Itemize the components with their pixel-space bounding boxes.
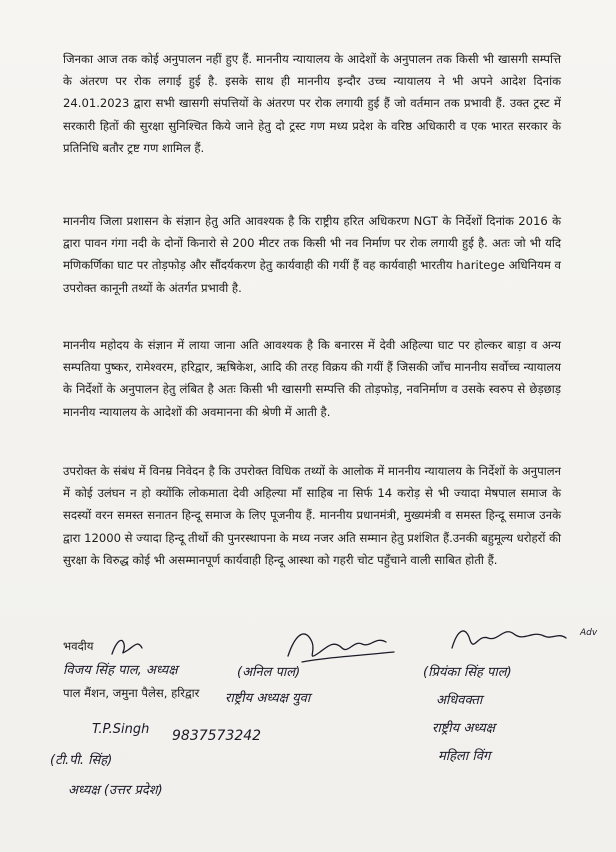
- signatory-2-title: राष्ट्रीय अध्यक्ष युवा: [225, 691, 311, 706]
- signatory-3-role: अधिवक्ता: [436, 693, 483, 708]
- paragraph-2: माननीय जिला प्रशासन के संज्ञान हेतु अति आवश्यक है कि राष्ट्रीय हरित अधिकरण NGT के निर्देशों दिनांक 2016 के द्वारा पावन गंगा नदी के दोनों किनारो से 200 मीटर तक किसी भी नव निर्माण पर रोक लगायी हुई है. अतः जो भी यदि मणिकर्णिका घाट पर तोड़फोड़ और सौंदर्यकरण हेतु कार्यवाही की गयीं हैं वह कार्यवाही भारतीय haritege अधिनियम व उपरोक्त कानूनी तथ्यों के अंतर्गत प्रभावी है.: [63, 214, 561, 295]
- closing-salutation: भवदीय: [63, 639, 94, 653]
- signatory-3-sign-suffix: Adv: [580, 628, 598, 638]
- signatory-4-title: अध्यक्ष (उत्तर प्रदेश): [68, 783, 163, 798]
- signatory-1-name: विजय सिंह पाल, अध्यक्ष: [63, 663, 178, 678]
- paragraph-3: माननीय महोदय के संज्ञान में लाया जाना अति आवश्यक है कि बनारस में देवी अहिल्या घाट पर होल्कर बाड़ा व अन्य सम्पतिया पुष्कर, रामेश्वरम, हरिद्वार, ऋषिकेश, आदि की तरह विक्रय की गयीं हैं जिसकी जाँच माननीय सर्वोच्च न्यायालय के निर्देशों के अनुपालन हेतु लंबित है अतः किसी भी खासगी सम्पत्ति की तोड़फोड़, नवनिर्माण व उसके स्वरुप से छेड़छाड़ माननीय न्यायालय के आदेशों की अवमानना की श्रेणी में आती है.: [63, 338, 561, 419]
- signatory-3-title-1: राष्ट्रीय अध्यक्ष: [432, 721, 495, 736]
- signatory-3-title-2: महिला विंग: [438, 749, 491, 764]
- signatory-3-signature: [448, 620, 578, 660]
- signatory-4-signature: T.P.Singh: [92, 722, 150, 737]
- signatory-4-phone: 9837573242: [172, 728, 262, 744]
- paragraph-1: जिनका आज तक कोई अनुपालन नहीं हुए हैं. माननीय न्यायालय के आदेशों के अनुपालन तक किसी भी खासगी सम्पत्ति के अंतरण पर रोक लगाई हुई है. इसके साथ ही माननीय इन्दौर उच्च न्यायालय ने भी अपने आदेश दिनांक 24.01.2023 द्वारा सभी खासगी संपत्तियों के अंतरण पर रोक लगायी हुई हैं जो वर्तमान तक प्रभावी हैं. उक्त ट्रस्ट में सरकारी हितों की सुरक्षा सुनिश्चित किये जाने हेतु दो ट्रस्ट गण मध्य प्रदेश के वरिष्ठ अधिकारी व एक भारत सरकार के प्रतिनिधि बतौर ट्रष्ट गण शामिल हैं.: [63, 52, 561, 155]
- signatory-4-name: (टी.पी. सिंह): [50, 753, 113, 768]
- initial-signature: [108, 632, 148, 662]
- signatory-3-name: (प्रियंका सिंह पाल): [423, 665, 512, 680]
- paragraph-4: उपरोक्त के संबंध में विनम्र निवेदन है कि उपरोक्त विधिक तथ्यों के आलोक में माननीय न्यायालय के निर्देशों के अनुपालन में कोई उलंघन न हो क्योंकि लोकमाता देवी अहिल्या माँ साहिब ना सिर्फ 14 करोड़ से भी ज्यादा मेषपाल समाज के सदस्यों वरन समस्त सनातन हिन्दू समाज के लिए पूजनीय हैं. माननीय प्रधानमंत्री, मुख्यमंत्री व समस्त हिन्दू समाज उनके द्वारा 12000 से ज्यादा हिन्दू तीर्थो की पुनरस्थापना के मध्य नजर अति सम्मान हेतु प्रशंशित हैं.उनकी बहुमूल्य धरोहरों की सुरक्षा के विरुद्ध कोई भी असम्मानपूर्ण कार्यवाही हिन्दू आस्था को गहरी चोट पहुँचाने वाली साबित होती हैं.: [63, 464, 561, 567]
- signatory-2-name: (अनिल पाल): [237, 665, 301, 680]
- signatory-1-address: पाल मैंशन, जमुना पैलेस, हरिद्वार: [63, 686, 200, 700]
